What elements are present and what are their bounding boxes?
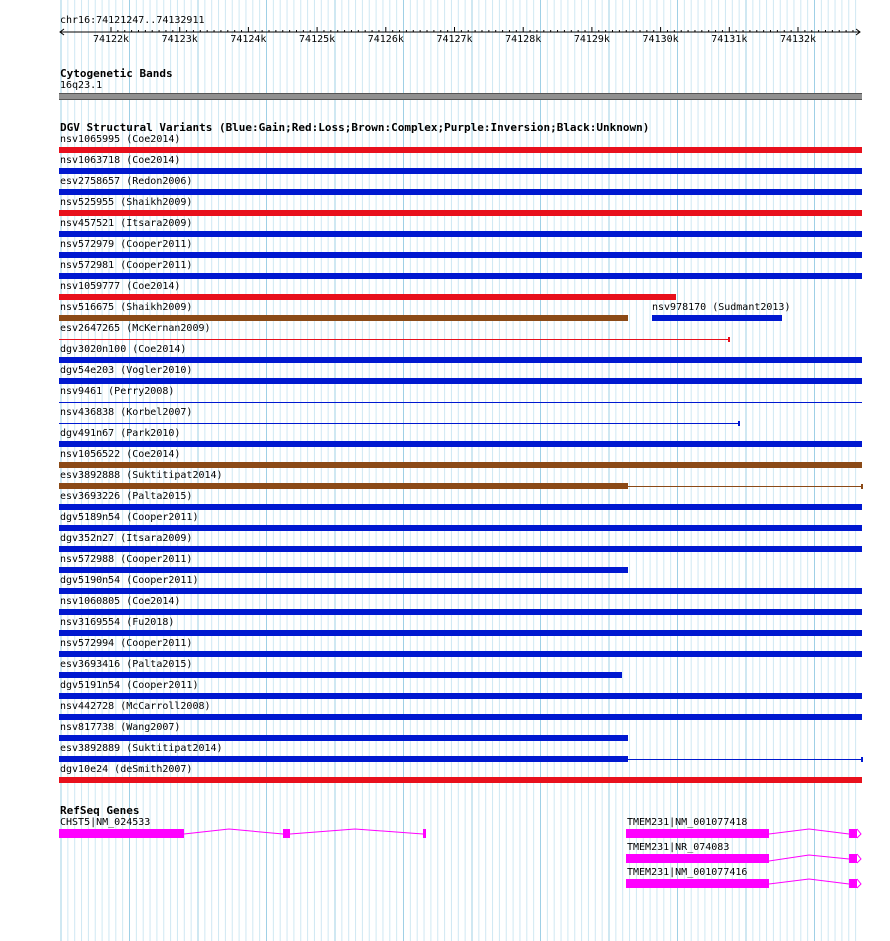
variant-feature[interactable] <box>59 735 628 741</box>
variant-label: dgv5191n54 (Cooper2011) <box>60 680 199 691</box>
ruler-tick-label: 74128k <box>505 34 542 45</box>
variant-label: nsv1065995 (Coe2014) <box>60 134 181 145</box>
variant-feature[interactable] <box>59 483 628 489</box>
variant-feature[interactable] <box>59 378 862 384</box>
ruler-tick-label: 74123k <box>161 34 198 45</box>
variant-label: dgv54e203 (Vogler2010) <box>60 365 193 376</box>
dgv-track-title: DGV Structural Variants (Blue:Gain;Red:Loss;Brown:Complex;Purple:Inversion;Black:Unknown) <box>60 121 650 134</box>
gene-label-tmem231-nr074083: TMEM231|NR_074083 <box>627 842 730 853</box>
variant-feature[interactable] <box>59 525 862 531</box>
gene-label-tmem231-nm001077416: TMEM231|NM_001077416 <box>627 867 748 878</box>
variant-feature[interactable] <box>59 777 862 783</box>
variant-label: nsv442728 (McCarroll2008) <box>60 701 211 712</box>
variant-label: dgv491n67 (Park2010) <box>60 428 181 439</box>
cytoband-bar[interactable] <box>59 93 862 100</box>
variant-feature[interactable] <box>59 609 862 615</box>
gene-label-tmem231-nm001077418: TMEM231|NM_001077418 <box>627 817 748 828</box>
variant-label: dgv3020n100 (Coe2014) <box>60 344 187 355</box>
variant-label: nsv572979 (Cooper2011) <box>60 239 193 250</box>
variant-feature[interactable] <box>59 273 862 279</box>
ruler-tick-label: 74131k <box>711 34 748 45</box>
gene-model-tmem231-nr074083[interactable] <box>626 851 862 865</box>
cytoband-track-title: Cytogenetic Bands <box>60 67 173 80</box>
variant-label: nsv457521 (Itsara2009) <box>60 218 193 229</box>
gene-model-tmem231-nm001077418[interactable] <box>626 826 862 840</box>
variant-tail <box>628 486 862 487</box>
variant-label: nsv1056522 (Coe2014) <box>60 449 181 460</box>
ruler-tick-label: 74130k <box>642 34 679 45</box>
variant-label: nsv525955 (Shaikh2009) <box>60 197 193 208</box>
variant-tail <box>628 759 862 760</box>
variant-label: esv3892888 (Suktitipat2014) <box>60 470 223 481</box>
variant-label: nsv1059777 (Coe2014) <box>60 281 181 292</box>
variant-feature[interactable] <box>59 672 622 678</box>
ruler-tick-label: 74125k <box>299 34 336 45</box>
variant-end-cap <box>861 484 863 489</box>
variant-label: esv2647265 (McKernan2009) <box>60 323 211 334</box>
variant-label: dgv352n27 (Itsara2009) <box>60 533 193 544</box>
variant-label: esv2758657 (Redon2006) <box>60 176 193 187</box>
variant-feature[interactable] <box>59 693 862 699</box>
variant-feature[interactable] <box>59 252 862 258</box>
cytoband-name: 16q23.1 <box>60 80 103 91</box>
variant-label: esv3693416 (Palta2015) <box>60 659 193 670</box>
variant-label: esv3693226 (Palta2015) <box>60 491 193 502</box>
variant-label: nsv572988 (Cooper2011) <box>60 554 193 565</box>
ruler-tick-label: 74129k <box>573 34 610 45</box>
variant-end-cap <box>728 337 730 342</box>
variant-feature[interactable] <box>59 630 862 636</box>
variant-feature[interactable] <box>59 504 862 510</box>
variant-label: nsv817738 (Wang2007) <box>60 722 181 733</box>
refseq-track-title: RefSeq Genes <box>60 804 140 817</box>
variant-label: nsv572981 (Cooper2011) <box>60 260 193 271</box>
variant-feature[interactable] <box>59 714 862 720</box>
variant-label: nsv1063718 (Coe2014) <box>60 155 181 166</box>
variant-feature[interactable] <box>59 423 739 424</box>
variant-feature[interactable] <box>59 756 628 762</box>
ruler-tick-label: 74126k <box>367 34 404 45</box>
variant-feature[interactable] <box>59 231 862 237</box>
variant-feature[interactable] <box>59 546 862 552</box>
variant-feature[interactable] <box>59 189 862 195</box>
variant-label: nsv9461 (Perry2008) <box>60 386 175 397</box>
variant-feature[interactable] <box>59 567 628 573</box>
variant-feature[interactable] <box>652 315 782 321</box>
ruler-tick-label: 74132k <box>779 34 817 45</box>
variant-label: nsv516675 (Shaikh2009) <box>60 302 193 313</box>
variant-label: esv3892889 (Suktitipat2014) <box>60 743 223 754</box>
gene-label-chst5: CHST5|NM_024533 <box>60 817 151 828</box>
variant-feature[interactable] <box>59 651 862 657</box>
gene-model-tmem231-nm001077416[interactable] <box>626 876 862 890</box>
ruler-tick-label: 74124k <box>230 34 267 45</box>
location-label: chr16:74121247..74132911 <box>60 15 205 26</box>
ruler-tick-label: 74122k <box>92 34 130 45</box>
variant-feature[interactable] <box>59 402 862 403</box>
variant-feature[interactable] <box>59 339 729 340</box>
variant-feature[interactable] <box>59 441 862 447</box>
variant-feature[interactable] <box>59 462 862 468</box>
variant-label: nsv1060805 (Coe2014) <box>60 596 181 607</box>
variant-end-cap <box>738 421 740 426</box>
variant-feature[interactable] <box>59 357 862 363</box>
variant-feature[interactable] <box>59 147 862 153</box>
variant-label: dgv10e24 (deSmith2007) <box>60 764 193 775</box>
variant-label: nsv572994 (Cooper2011) <box>60 638 193 649</box>
variant-feature[interactable] <box>59 210 862 216</box>
variant-feature[interactable] <box>59 315 628 321</box>
variant-label: nsv978170 (Sudmant2013) <box>652 302 791 313</box>
variant-feature[interactable] <box>59 588 862 594</box>
variant-label: dgv5189n54 (Cooper2011) <box>60 512 199 523</box>
variant-label: nsv3169554 (Fu2018) <box>60 617 175 628</box>
variant-feature[interactable] <box>59 168 862 174</box>
ruler-tick-label: 74127k <box>436 34 473 45</box>
gene-model-chst5[interactable] <box>59 826 429 840</box>
variant-feature[interactable] <box>59 294 676 300</box>
variant-label: dgv5190n54 (Cooper2011) <box>60 575 199 586</box>
variant-label: nsv436838 (Korbel2007) <box>60 407 193 418</box>
variant-end-cap <box>861 757 863 762</box>
